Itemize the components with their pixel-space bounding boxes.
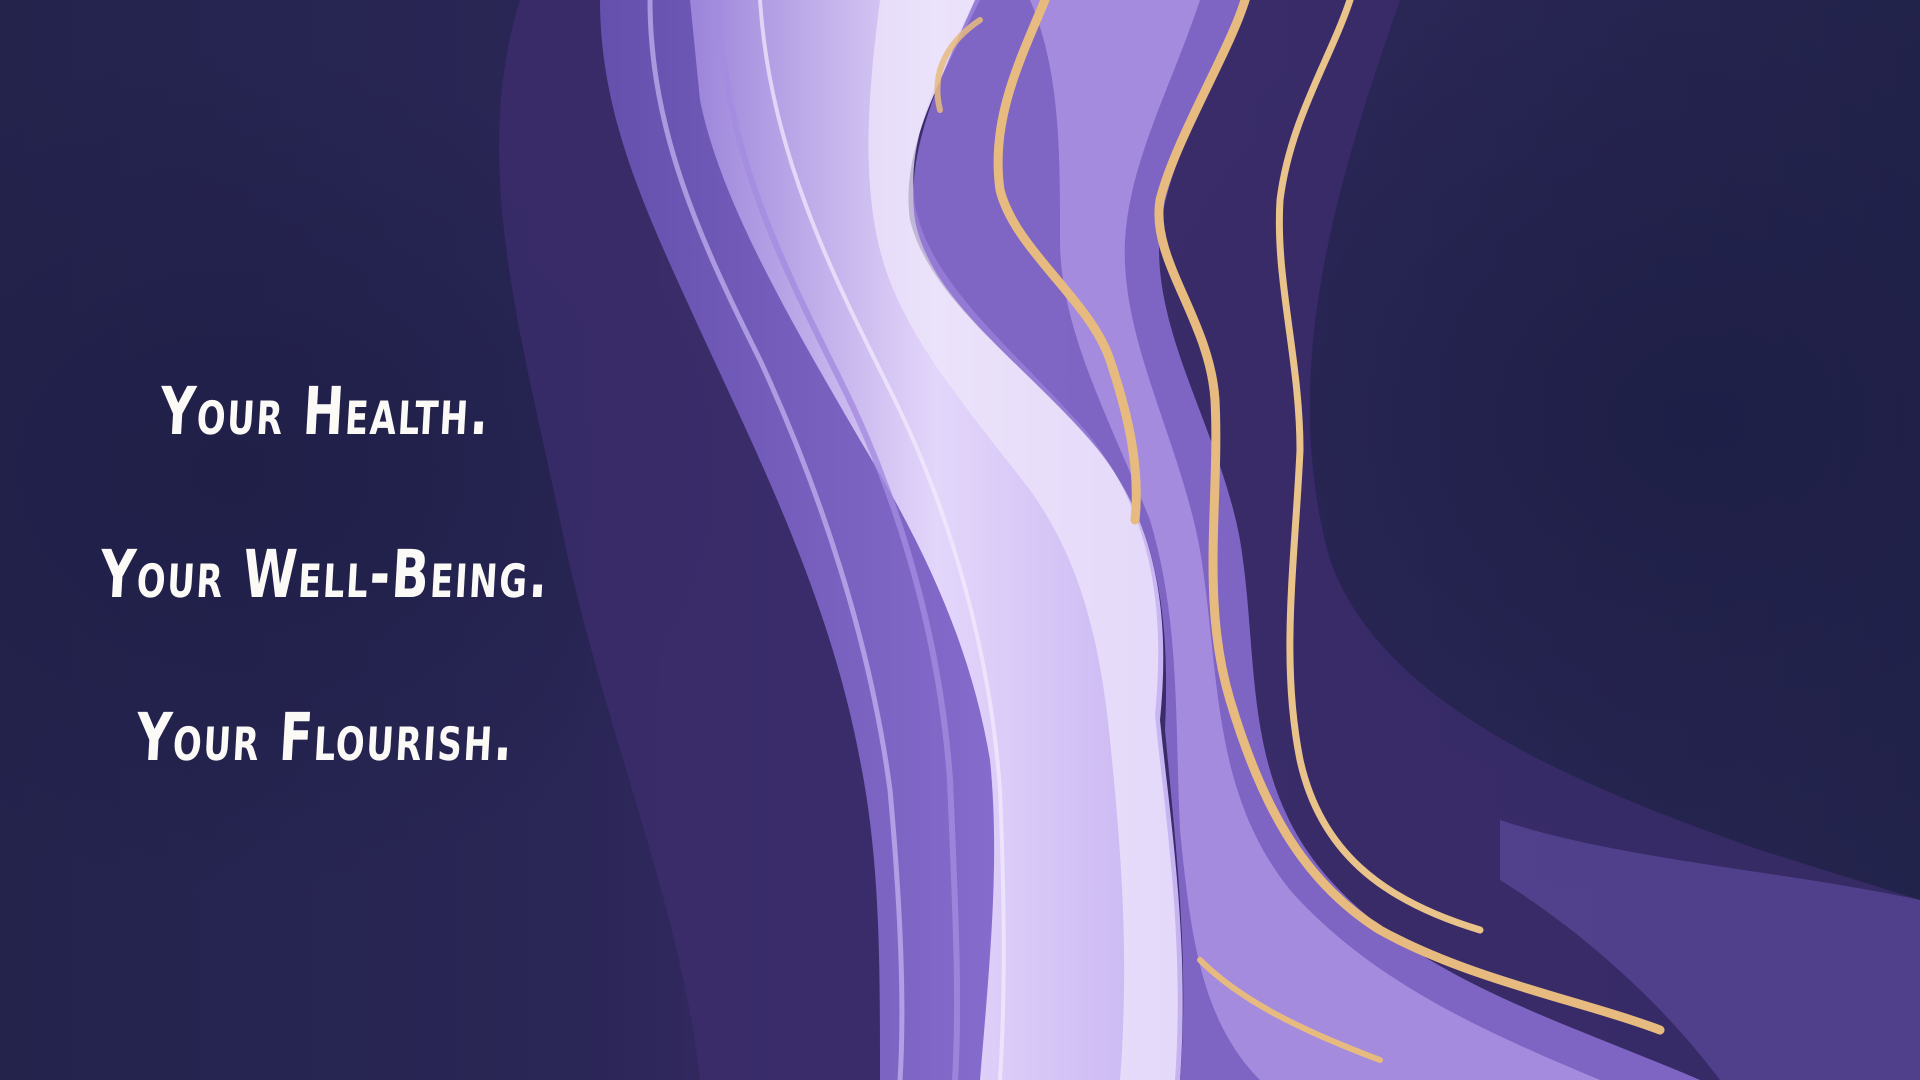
tagline-line-health: Your Health.: [157, 373, 493, 450]
tagline: [40, 330, 610, 819]
tagline-line-well-being: Your Well-Being.: [98, 536, 552, 613]
tagline-line-flourish: Your Flourish.: [133, 699, 517, 776]
